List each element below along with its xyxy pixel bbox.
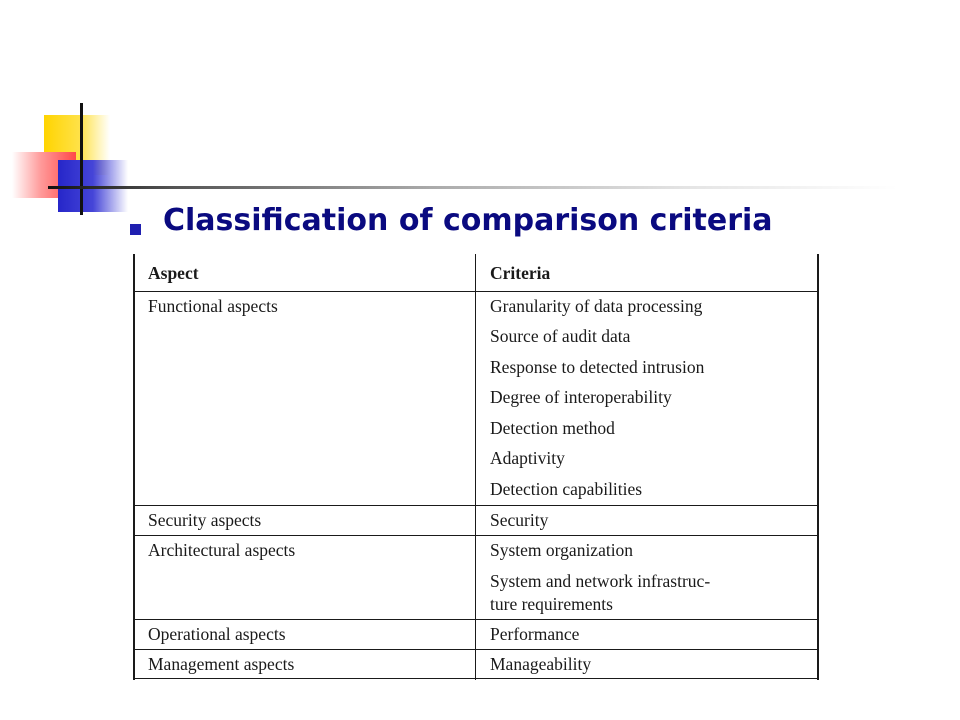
criteria-table	[133, 254, 819, 680]
group-rule	[133, 505, 819, 506]
criteria-item: Degree of interoperability	[490, 387, 672, 407]
criteria-item: ture requirements	[490, 594, 613, 614]
criteria-item: Manageability	[490, 654, 592, 674]
group-rule	[133, 619, 819, 620]
group-rule	[133, 535, 819, 536]
aspect-architectural: Architectural aspects	[148, 540, 296, 560]
header-aspect: Aspect	[148, 263, 199, 283]
criteria-item: Granularity of data processing	[490, 296, 703, 316]
table-bottom-rule	[133, 678, 819, 679]
table-column-divider	[475, 254, 476, 680]
decorative-vertical-line	[80, 103, 83, 215]
criteria-item: System organization	[490, 540, 634, 560]
aspect-management: Management aspects	[148, 654, 295, 674]
criteria-item: Response to detected intrusion	[490, 357, 705, 377]
criteria-item: Detection capabilities	[490, 479, 643, 499]
decorative-horizontal-line	[48, 186, 898, 189]
header-criteria: Criteria	[490, 263, 551, 283]
table-right-border	[817, 254, 819, 680]
aspect-functional: Functional aspects	[148, 296, 278, 316]
criteria-item: Performance	[490, 624, 580, 644]
criteria-item: Detection method	[490, 418, 615, 438]
table-left-border	[133, 254, 135, 680]
aspect-security: Security aspects	[148, 510, 262, 530]
criteria-item: Adaptivity	[490, 448, 565, 468]
criteria-item: System and network infrastruc-	[490, 571, 711, 591]
criteria-item: Source of audit data	[490, 326, 631, 346]
slide-title: Classification of comparison criteria	[163, 203, 773, 238]
square-bullet-icon	[130, 224, 141, 235]
header-rule	[133, 291, 819, 292]
aspect-operational: Operational aspects	[148, 624, 286, 644]
group-rule	[133, 649, 819, 650]
criteria-item: Security	[490, 510, 549, 530]
